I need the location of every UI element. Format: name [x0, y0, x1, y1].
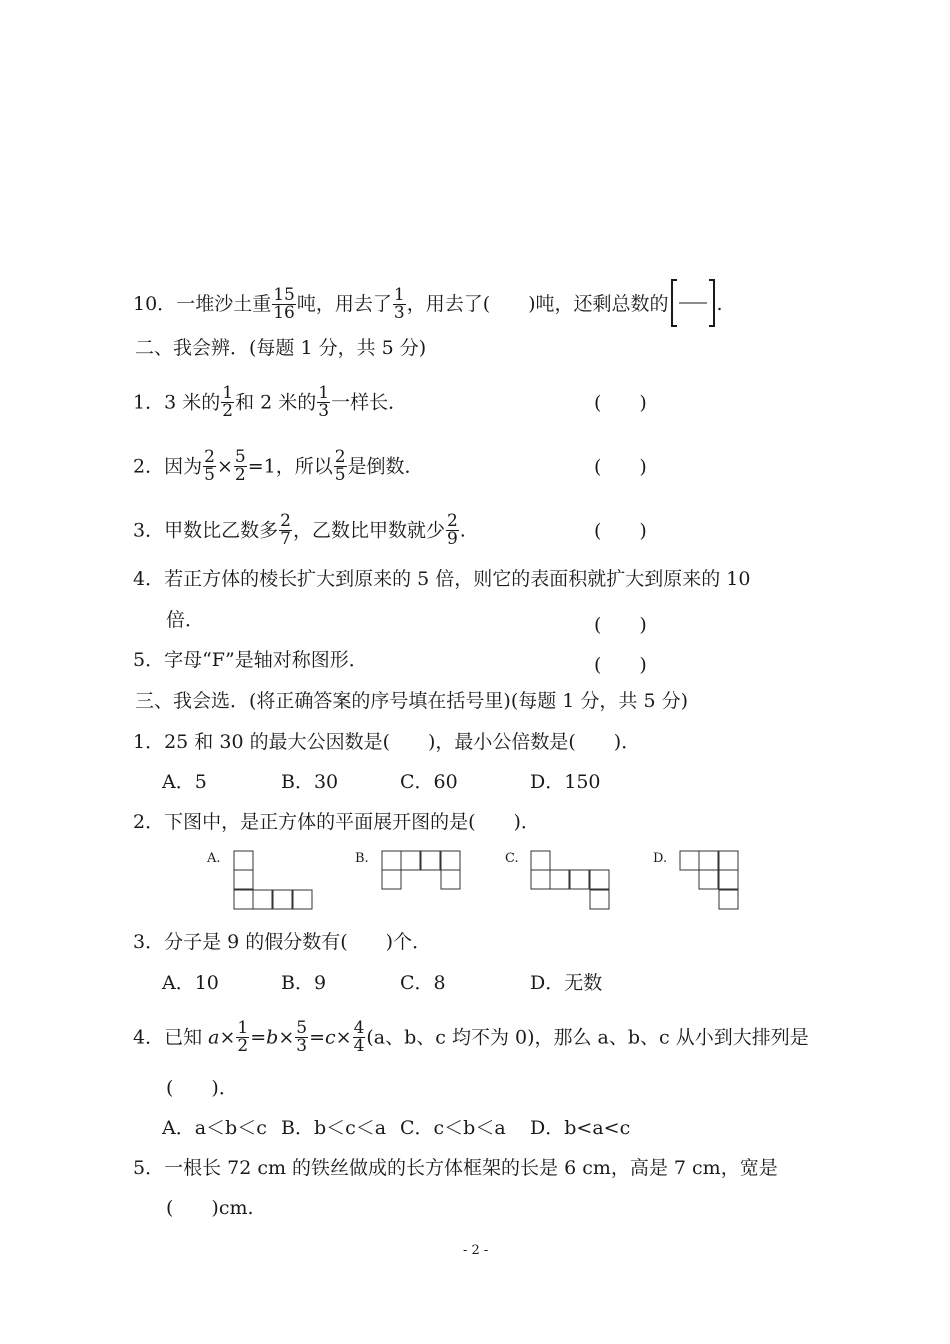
s2-item-2: 2．因为 $\frac{2}{5}$ × $\frac{5}{2}$ =1，所以 $\frac{2}{5}$ 是倒数． [133, 447, 424, 485]
s3-q5-paren[interactable]: ( )cm. [166, 1197, 254, 1219]
option-d[interactable]: D．无数 [530, 972, 603, 994]
fraction: $\frac{15}{16}$ [273, 284, 295, 323]
net-diagram-a[interactable] [233, 850, 315, 912]
section3-title: 三、我会选．(将正确答案的序号填在括号里)(每题 1 分，共 5 分) [135, 690, 688, 712]
option-a[interactable]: A．10 [162, 972, 219, 994]
answer-paren[interactable]: ( ) [594, 520, 647, 542]
page-number: - 2 - [463, 1243, 489, 1258]
option-b[interactable]: B．30 [281, 771, 339, 793]
net-label-c: C. [505, 851, 519, 866]
net-label-a: A. [207, 851, 221, 866]
s3-q1: 1．25 和 30 的最大公因数是( )，最小公倍数是( )． [133, 731, 641, 753]
q10: 10．一堆沙土重 $\frac{15}{16}$ 吨，用去了 $\frac{1}{3}$ ，用去了( )吨，还剩总数的 . [133, 280, 723, 330]
s2-item-3: 3．甲数比乙数多 $\frac{2}{7}$ ，乙数比甲数就少 $\frac{2}{9}$ . [133, 511, 466, 549]
option-b[interactable]: B．9 [281, 972, 327, 994]
net-diagram-c[interactable] [530, 850, 612, 912]
s2-item-4-cont: 倍． [166, 609, 205, 631]
answer-bracket-fraction [669, 278, 717, 328]
fraction: $\frac{1}{3}$ [393, 284, 405, 323]
answer-paren[interactable]: ( ) [594, 654, 647, 676]
option-a[interactable]: A．5 [162, 771, 207, 793]
section2-title: 二、我会辨．(每题 1 分，共 5 分) [135, 337, 427, 359]
option-d[interactable]: D．b<a<c [530, 1117, 631, 1139]
net-diagram-b[interactable] [381, 850, 463, 892]
answer-paren[interactable]: ( ) [594, 456, 647, 478]
option-c[interactable]: C．8 [400, 972, 446, 994]
s2-item-4: 4．若正方体的棱长扩大到原来的 5 倍，则它的表面积就扩大到原来的 10 [133, 568, 751, 590]
option-c[interactable]: C．c＜b＜a [400, 1117, 506, 1139]
answer-paren[interactable]: ( ) [594, 392, 647, 414]
net-label-b: B. [355, 851, 369, 866]
s3-q4-paren[interactable]: ( )． [166, 1077, 238, 1099]
s2-item-5: 5．字母“F”是轴对称图形． [133, 649, 368, 671]
net-diagram-d[interactable] [679, 850, 743, 912]
option-c[interactable]: C．60 [400, 771, 458, 793]
option-d[interactable]: D．150 [530, 771, 601, 793]
s3-q5: 5．一根长 72 cm 的铁丝做成的长方体框架的长是 6 cm，高是 7 cm，宽是 [133, 1157, 778, 1179]
option-a[interactable]: A．a＜b＜c [162, 1117, 267, 1139]
answer-paren[interactable]: ( ) [594, 614, 647, 636]
s3-q3: 3．分子是 9 的假分数有( )个． [133, 931, 432, 953]
option-b[interactable]: B．b＜c＜a [281, 1117, 387, 1139]
s3-q4: 4．已知 a× $\frac{1}{2}$ =b× $\frac{5}{3}$ =c× $\frac{4}{4}$ (a、b、c 均不为 0)，那么 a、b、c 从小到大排列是 [133, 1018, 809, 1056]
s2-item-1: 1．3 米的 $\frac{1}{2}$ 和 2 米的 $\frac{1}{3}$ 一样长． [133, 383, 408, 421]
s3-q2: 2．下图中，是正方体的平面展开图的是( )． [133, 811, 540, 833]
net-label-d: D. [653, 851, 668, 866]
